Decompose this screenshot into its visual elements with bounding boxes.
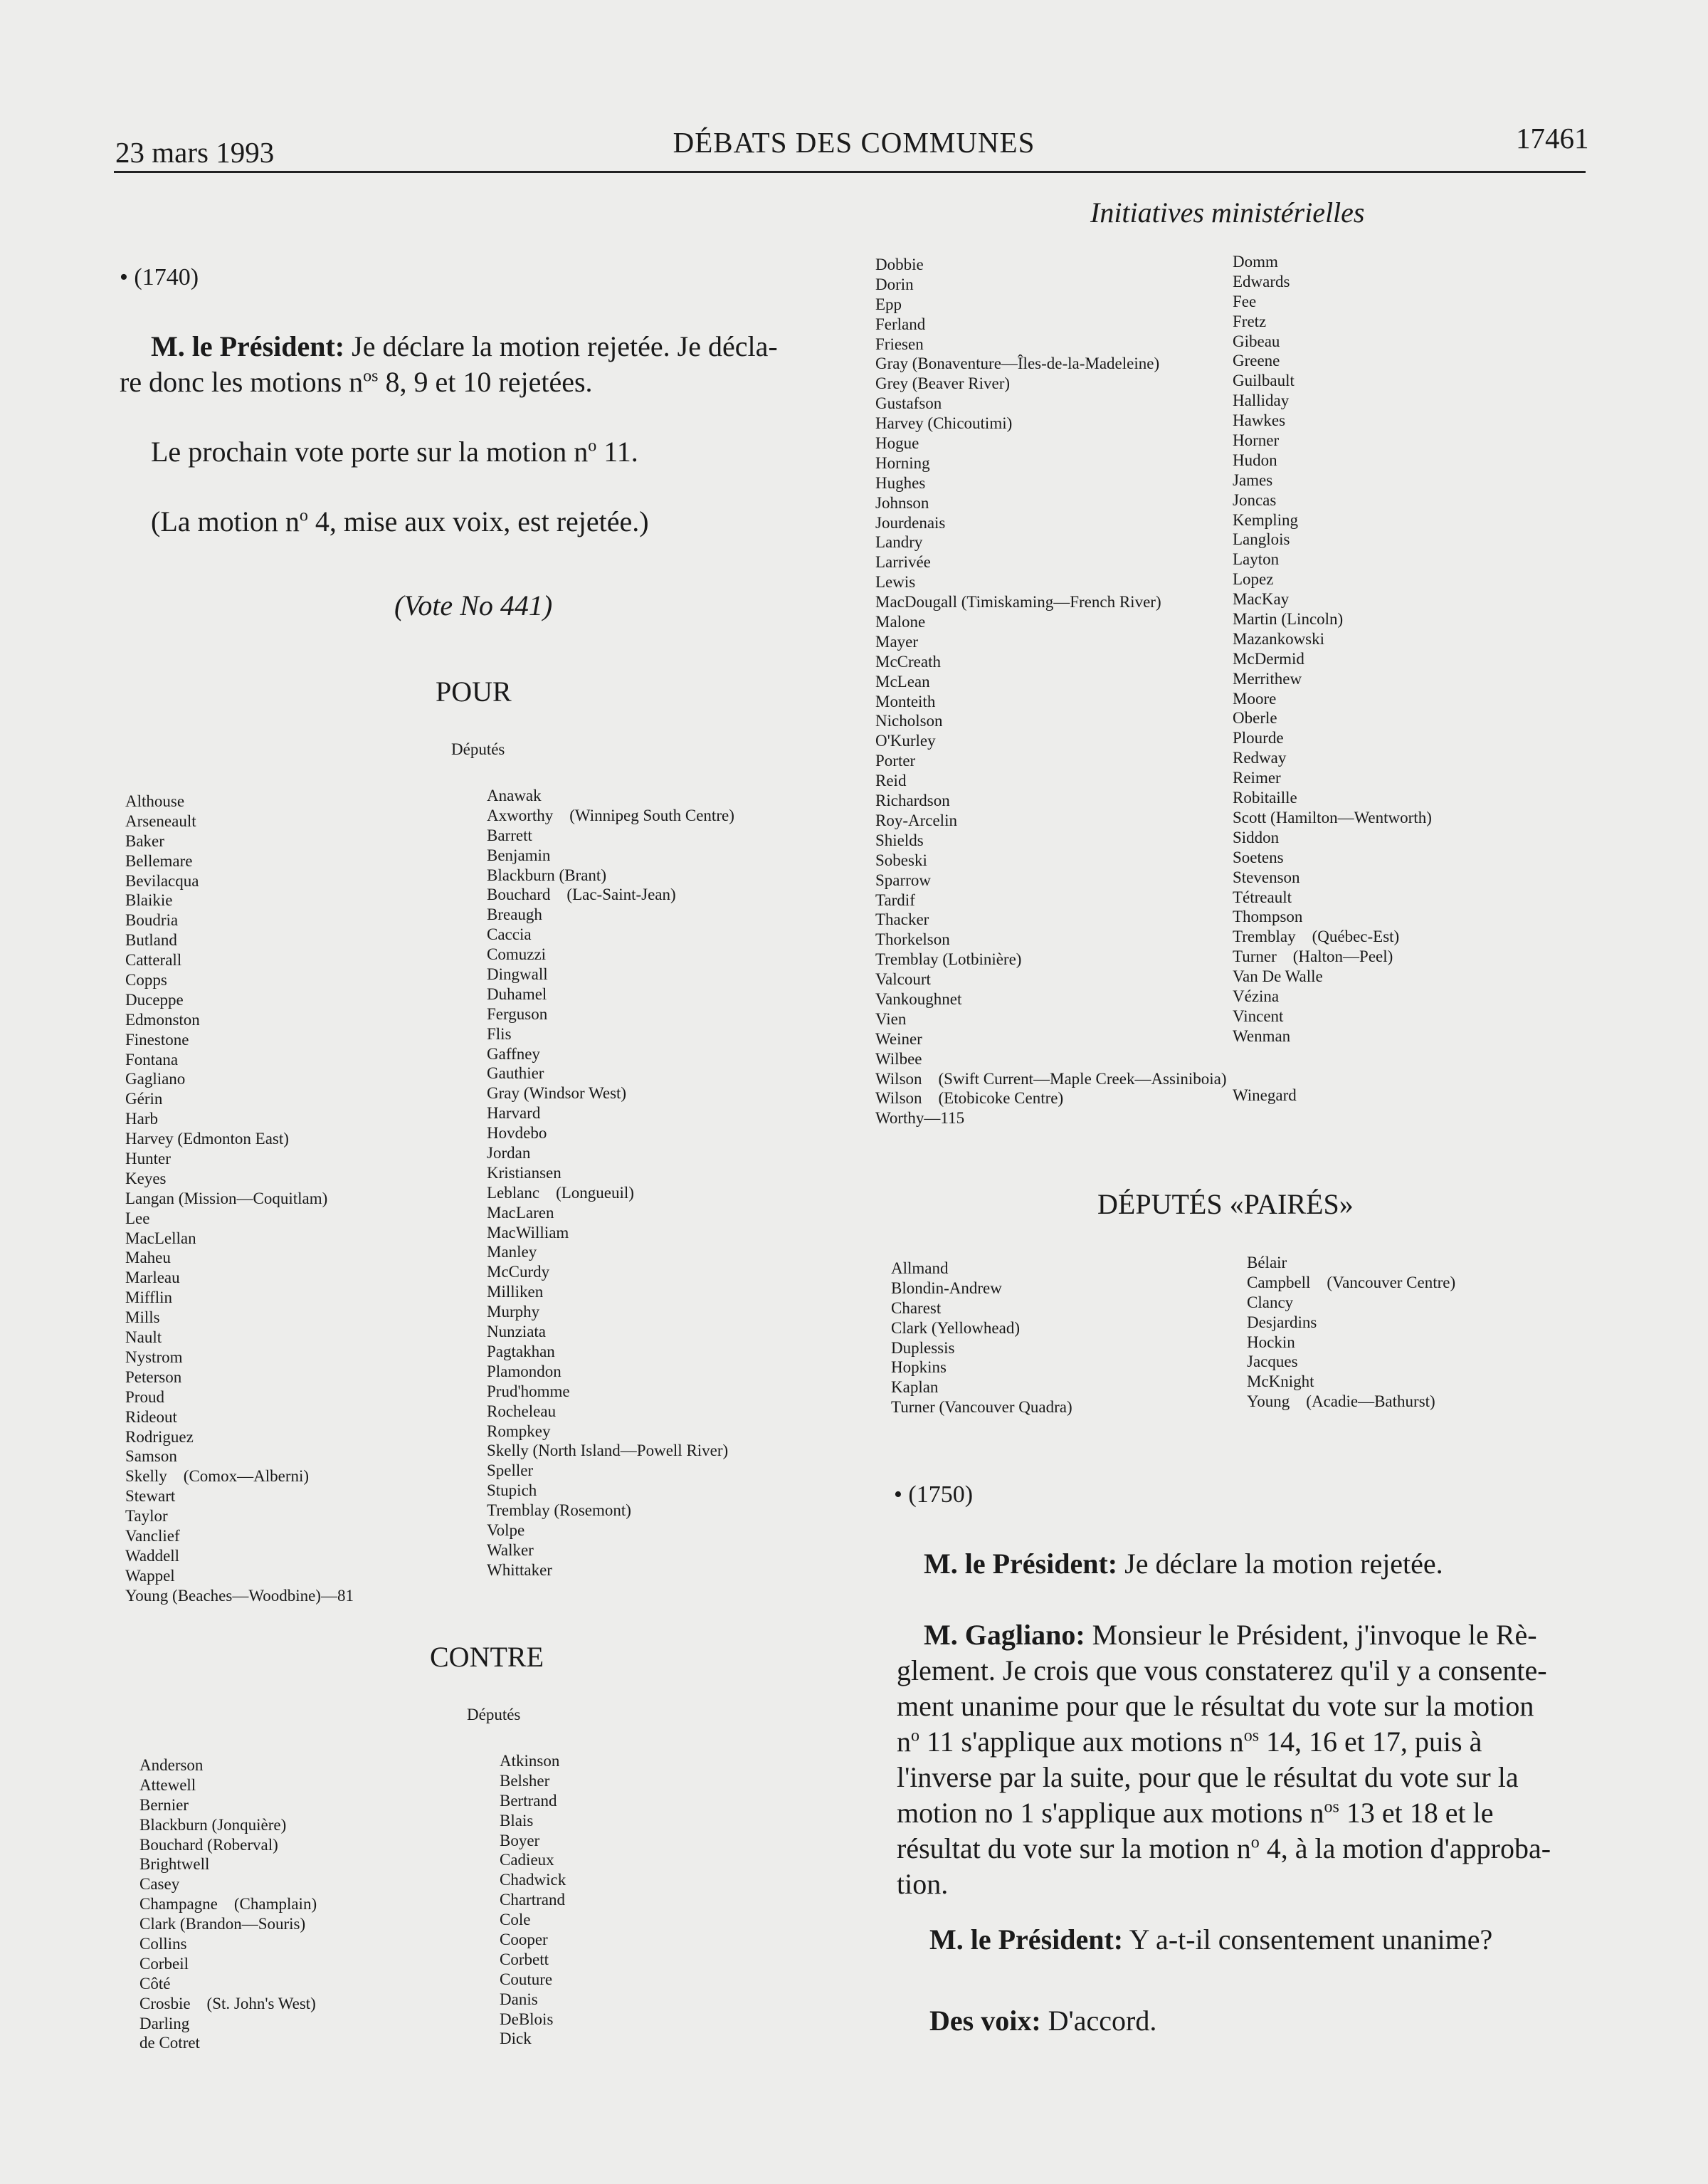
member-name: Walker xyxy=(487,1540,534,1559)
member-name: Caccia xyxy=(487,925,532,944)
member-name: Vincent xyxy=(1233,1007,1284,1025)
member-name: Johnson xyxy=(875,493,929,512)
member-name: Speller xyxy=(487,1461,534,1480)
member-name: Kempling xyxy=(1233,510,1298,529)
member-name: Campbell (Vancouver Centre) xyxy=(1247,1273,1456,1291)
member-name: Bouchard (Roberval) xyxy=(139,1835,278,1854)
member-name: Porter xyxy=(875,752,916,770)
member-name: Bertrand xyxy=(500,1791,557,1810)
member-name: Champagne (Champlain) xyxy=(139,1895,317,1913)
member-name: Gibeau xyxy=(1233,332,1280,350)
member-name: Danis xyxy=(500,1990,538,2008)
member-name: Roy-Arcelin xyxy=(875,811,957,829)
member-name: Wilbee xyxy=(875,1049,922,1068)
member-name: Bernier xyxy=(139,1795,189,1814)
member-name: Gagliano xyxy=(125,1070,186,1088)
member-name: Skelly (Comox—Alberni) xyxy=(125,1467,310,1486)
member-name: Hawkes xyxy=(1233,411,1286,430)
member-name: Mazankowski xyxy=(1233,629,1325,648)
member-name: Hogue xyxy=(875,434,919,453)
contre-list-col3 xyxy=(875,255,1227,1128)
member-name: Duplessis xyxy=(891,1338,955,1357)
member-name: Nunziata xyxy=(487,1323,547,1341)
member-name: Collins xyxy=(139,1935,187,1953)
member-name: Mifflin xyxy=(125,1288,173,1307)
member-name: Cooper xyxy=(500,1931,548,1949)
member-name: Friesen xyxy=(875,335,924,353)
member-name: Guilbault xyxy=(1233,372,1295,390)
member-name: McLean xyxy=(875,672,930,691)
member-name: Horning xyxy=(875,453,930,472)
member-name: Jourdenais xyxy=(875,513,946,532)
member-name: Couture xyxy=(500,1970,553,1988)
member-name: Darling xyxy=(139,2014,190,2032)
member-name: Larrivée xyxy=(875,553,931,572)
contre-list-col4 xyxy=(1233,252,1432,1106)
member-name: Kaplan xyxy=(891,1378,939,1397)
header-title: DÉBATS DES COMMUNES xyxy=(673,126,1035,159)
header-date: 23 mars 1993 xyxy=(115,136,275,169)
pour-list-col1 xyxy=(125,792,354,1606)
member-name: MacLellan xyxy=(125,1229,196,1247)
contre-subheading: Députés xyxy=(467,1706,521,1723)
member-name: Nicholson xyxy=(875,712,943,730)
member-name: Chadwick xyxy=(500,1871,566,1889)
member-name: Fee xyxy=(1233,292,1257,310)
member-name: Langan (Mission—Coquitlam) xyxy=(125,1189,328,1207)
member-name: Anawak xyxy=(487,787,542,804)
member-name: Breaugh xyxy=(487,905,542,924)
member-name: Stewart xyxy=(125,1487,176,1506)
member-name: Allmand xyxy=(891,1259,949,1277)
member-name: Robitaille xyxy=(1233,789,1297,807)
member-name: Grey (Beaver River) xyxy=(875,374,1011,393)
member-name: Comuzzi xyxy=(487,945,547,964)
member-name: Fontana xyxy=(125,1050,179,1069)
member-name: Tétreault xyxy=(1233,888,1292,906)
member-name: Winegard xyxy=(1233,1086,1297,1105)
member-name: Catterall xyxy=(125,951,182,970)
time-stamp-1740: • (1740) xyxy=(120,264,199,290)
member-name: de Cotret xyxy=(139,2034,200,2052)
member-name: MacKay xyxy=(1233,590,1290,609)
header-rule xyxy=(114,171,1586,173)
member-name: Murphy xyxy=(487,1303,540,1321)
member-name: McCreath xyxy=(875,652,941,671)
member-name: Wilson (Etobicoke Centre) xyxy=(875,1089,1064,1108)
member-name: Landry xyxy=(875,533,923,552)
member-name: Epp xyxy=(875,295,902,313)
member-name: Gustafson xyxy=(875,394,942,413)
member-name: Arseneault xyxy=(125,812,196,830)
member-name: Charest xyxy=(891,1298,942,1317)
member-name: Hudon xyxy=(1233,451,1277,469)
member-name: Duhamel xyxy=(487,985,547,1003)
member-name: Jacques xyxy=(1247,1353,1298,1371)
member-name: Maheu xyxy=(125,1249,171,1267)
contre-list-col1 xyxy=(139,1755,317,2053)
member-name: Moore xyxy=(1233,689,1277,708)
member-name: Corbett xyxy=(500,1950,549,1968)
member-name: Reid xyxy=(875,772,907,790)
member-name: Merrithew xyxy=(1233,669,1302,688)
paragraph-gagliano: M. Gagliano: Monsieur le Président, j'invoque le Rè- glement. Je crois que vous constaterez qu'il y a consente- ment unanime pour que le résultat du vote sur la motion $n^o$ 11 s'applique aux motions $n^{os}$ 14, 16 et 17, puis à l'inverse par la suite, pour que le résultat du vote sur la motion no 1 s'applique aux motions $n^{os}$ 13 et 18 et le résultat du vote sur la motion $n^o$ 4, à la motion d'approba- tion. xyxy=(897,1619,1551,1900)
paragraph-president-1-cont: re donc les motions $n^{os}$ 8, 9 et 10 rejetées. xyxy=(120,366,593,398)
member-name: Dingwall xyxy=(487,965,548,984)
member-name: Plourde xyxy=(1233,729,1284,747)
member-name: Blackburn (Brant) xyxy=(487,866,606,884)
member-name: Althouse xyxy=(125,792,185,810)
member-name: Hopkins xyxy=(891,1358,947,1377)
member-name: Taylor xyxy=(125,1507,168,1526)
paragraph-president-1: M. le Président: Je déclare la motion rejetée. Je décla- xyxy=(151,330,778,362)
member-name xyxy=(1233,1066,1432,1086)
member-name: Van De Walle xyxy=(1233,967,1323,986)
member-name: Jordan xyxy=(487,1144,531,1162)
member-name: Vézina xyxy=(1233,987,1280,1005)
member-name: Layton xyxy=(1233,550,1280,569)
member-name: Siddon xyxy=(1233,828,1280,846)
member-name: Edmonston xyxy=(125,1010,200,1029)
member-name: Duceppe xyxy=(125,990,184,1009)
member-name: Blaikie xyxy=(125,891,173,910)
member-name: Tardif xyxy=(875,891,915,909)
member-name: Worthy—115 xyxy=(875,1109,965,1128)
member-name: Stevenson xyxy=(1233,868,1300,886)
member-name: Axworthy (Winnipeg South Centre) xyxy=(487,806,734,824)
member-name: Milliken xyxy=(487,1283,544,1301)
member-name: Rodriguez xyxy=(125,1427,194,1446)
member-name: Gauthier xyxy=(487,1064,544,1083)
member-name: Mayer xyxy=(875,632,919,651)
member-name: Vanclief xyxy=(125,1526,180,1545)
member-name: Butland xyxy=(125,931,177,950)
member-name: Halliday xyxy=(1233,392,1290,410)
member-name: Attewell xyxy=(139,1775,196,1794)
member-name: Hunter xyxy=(125,1150,171,1168)
member-name: Wenman xyxy=(1233,1027,1291,1045)
member-name: Wappel xyxy=(125,1566,175,1585)
member-name: DeBlois xyxy=(500,2010,554,2028)
member-name: Pagtakhan xyxy=(487,1342,555,1360)
member-name: Martin (Lincoln) xyxy=(1233,610,1344,629)
member-name: Atkinson xyxy=(500,1752,560,1770)
paires-list-col2 xyxy=(1247,1253,1455,1412)
member-name: Young (Beaches—Woodbine)—81 xyxy=(125,1586,354,1605)
member-name: Rompkey xyxy=(487,1422,551,1440)
member-name: Redway xyxy=(1233,749,1287,767)
member-name: Weiner xyxy=(875,1029,922,1048)
member-name: Blackburn (Jonquière) xyxy=(139,1815,287,1834)
member-name: Clancy xyxy=(1247,1293,1294,1311)
paragraph-des-voix: Des voix: D'accord. xyxy=(929,2005,1157,2037)
member-name: Shields xyxy=(875,831,924,849)
member-name: Wilson (Swift Current—Maple Creek—Assiniboia) xyxy=(875,1069,1227,1088)
member-name: Richardson xyxy=(875,792,950,810)
member-name: Mills xyxy=(125,1308,160,1327)
member-name: Clark (Yellowhead) xyxy=(891,1318,1020,1337)
member-name: Stupich xyxy=(487,1481,537,1500)
member-name: Plamondon xyxy=(487,1362,562,1380)
member-name: Anderson xyxy=(139,1756,204,1774)
member-name: Gérin xyxy=(125,1090,163,1108)
member-name: Horner xyxy=(1233,431,1280,450)
member-name: Ferguson xyxy=(487,1004,548,1023)
member-name: O'Kurley xyxy=(875,732,936,750)
member-name: Dorin xyxy=(875,275,914,293)
member-name: Lee xyxy=(125,1209,150,1227)
pour-heading: POUR xyxy=(436,676,512,708)
member-name: Flis xyxy=(487,1024,512,1043)
member-name: Bevilacqua xyxy=(125,871,199,890)
member-name: Vankoughnet xyxy=(875,989,962,1008)
member-name: Manley xyxy=(487,1243,537,1261)
member-name: Boyer xyxy=(500,1831,540,1849)
paragraph-next-vote: Le prochain vote porte sur la motion $n^o$ 11. xyxy=(151,436,638,468)
member-name: James xyxy=(1233,471,1273,489)
member-name: Proud xyxy=(125,1387,164,1406)
member-name: Nault xyxy=(125,1328,162,1347)
member-name: Brightwell xyxy=(139,1855,210,1874)
member-name: Turner (Halton—Peel) xyxy=(1233,947,1393,966)
member-name: Kristiansen xyxy=(487,1163,562,1182)
member-name: Boudria xyxy=(125,911,179,930)
member-name: Casey xyxy=(139,1875,180,1894)
member-name: Peterson xyxy=(125,1367,182,1386)
member-name: Blondin-Andrew xyxy=(891,1279,1002,1297)
member-name: Vien xyxy=(875,1009,907,1028)
vote-number: (Vote No 441) xyxy=(394,589,553,621)
paragraph-president-2: M. le Président: Je déclare la motion rejetée. xyxy=(924,1548,1443,1580)
member-name: Hovdebo xyxy=(487,1124,547,1143)
member-name: Hughes xyxy=(875,473,926,492)
member-name: Blais xyxy=(500,1811,534,1829)
member-name: Tremblay (Lotbinière) xyxy=(875,950,1022,969)
member-name: Joncas xyxy=(1233,490,1277,509)
member-name: Cadieux xyxy=(500,1851,554,1869)
member-name: Harvey (Chicoutimi) xyxy=(875,414,1013,433)
member-name: McDermid xyxy=(1233,649,1304,668)
member-name: Harvard xyxy=(487,1104,541,1123)
time-stamp-1750: • (1750) xyxy=(894,1481,974,1508)
member-name: Benjamin xyxy=(487,846,551,864)
member-name: Harb xyxy=(125,1110,158,1128)
member-name: Ferland xyxy=(875,315,926,333)
member-name: Desjardins xyxy=(1247,1313,1317,1331)
member-name: Hockin xyxy=(1247,1333,1295,1351)
member-name: Turner (Vancouver Quadra) xyxy=(891,1398,1072,1417)
bullet-icon: • xyxy=(894,1481,902,1508)
member-name: Reimer xyxy=(1233,769,1281,787)
member-name: MacDougall (Timiskaming—French River) xyxy=(875,593,1161,611)
member-name: Baker xyxy=(125,831,164,850)
member-name: Clark (Brandon—Souris) xyxy=(139,1915,306,1933)
member-name: Leblanc (Longueuil) xyxy=(487,1183,634,1202)
member-name: Valcourt xyxy=(875,970,931,989)
member-name: Malone xyxy=(875,613,926,631)
member-name: Cole xyxy=(500,1911,531,1929)
member-name: Belsher xyxy=(500,1771,550,1790)
member-name: Domm xyxy=(1233,253,1278,271)
member-name: Marleau xyxy=(125,1269,180,1287)
member-name: Sparrow xyxy=(875,871,931,889)
member-name: Finestone xyxy=(125,1030,189,1049)
member-name: Thacker xyxy=(875,910,929,929)
member-name: Gray (Windsor West) xyxy=(487,1084,627,1103)
member-name: Harvey (Edmonton East) xyxy=(125,1130,289,1148)
member-name: MacWilliam xyxy=(487,1223,569,1241)
member-name: Copps xyxy=(125,971,167,989)
contre-list-col2 xyxy=(500,1751,566,2049)
member-name: Lewis xyxy=(875,573,916,592)
member-name: Thompson xyxy=(1233,908,1303,926)
member-name: Samson xyxy=(125,1447,177,1466)
member-name: Sobeski xyxy=(875,851,927,869)
member-name: Fretz xyxy=(1233,312,1267,330)
member-name: Lopez xyxy=(1233,570,1274,589)
member-name: Bouchard (Lac-Saint-Jean) xyxy=(487,886,676,904)
member-name: Waddell xyxy=(125,1546,180,1565)
member-name: Monteith xyxy=(875,692,936,710)
member-name: Edwards xyxy=(1233,272,1290,290)
member-name xyxy=(1233,1046,1432,1066)
pour-list-col2 xyxy=(487,786,734,1580)
member-name: Soetens xyxy=(1233,848,1284,866)
member-name: McKnight xyxy=(1247,1372,1314,1391)
member-name: Young (Acadie—Bathurst) xyxy=(1247,1392,1435,1411)
paragraph-motion-result: (La motion $n^o$ 4, mise aux voix, est rejetée.) xyxy=(151,505,649,537)
member-name: MacLaren xyxy=(487,1203,554,1222)
member-name: Greene xyxy=(1233,352,1280,370)
member-name: Crosbie (St. John's West) xyxy=(139,1994,316,2012)
pour-subheading: Députés xyxy=(451,740,505,758)
paires-heading: DÉPUTÉS «PAIRÉS» xyxy=(1097,1188,1354,1220)
member-name: Tremblay (Rosemont) xyxy=(487,1501,631,1520)
member-name: McCurdy xyxy=(487,1263,550,1281)
member-name: Tremblay (Québec-Est) xyxy=(1233,928,1400,946)
paragraph-president-3: M. le Président: Y a-t-il consentement unanime? xyxy=(929,1923,1493,1955)
bullet-icon: • xyxy=(120,264,128,290)
member-name: Bellemare xyxy=(125,851,193,870)
member-name: Dobbie xyxy=(875,256,924,273)
member-name: Gaffney xyxy=(487,1044,540,1063)
paires-list-col1 xyxy=(891,1259,1072,1417)
header-page-number: 17461 xyxy=(1516,122,1589,154)
member-name: Bélair xyxy=(1247,1254,1287,1271)
member-name: Barrett xyxy=(487,826,532,844)
contre-heading: CONTRE xyxy=(430,1641,544,1673)
member-name: Oberle xyxy=(1233,709,1277,728)
member-name: Côté xyxy=(139,1974,171,1993)
member-name: Scott (Hamilton—Wentworth) xyxy=(1233,808,1432,826)
section-title: Initiatives ministérielles xyxy=(1090,196,1365,229)
member-name: Nystrom xyxy=(125,1348,183,1366)
member-name: Rideout xyxy=(125,1407,177,1426)
member-name: Rocheleau xyxy=(487,1402,557,1420)
member-name: Corbeil xyxy=(139,1954,189,1973)
member-name: Chartrand xyxy=(500,1891,565,1909)
member-name: Thorkelson xyxy=(875,930,950,949)
member-name: Langlois xyxy=(1233,530,1290,549)
member-name: Skelly (North Island—Powell River) xyxy=(487,1442,729,1460)
member-name: Keyes xyxy=(125,1169,167,1187)
member-name: Volpe xyxy=(487,1521,525,1539)
member-name: Dick xyxy=(500,2030,532,2048)
member-name: Gray (Bonaventure—Îles-de-la-Madeleine) xyxy=(875,355,1160,373)
member-name: Prud'homme xyxy=(487,1382,570,1400)
member-name: Whittaker xyxy=(487,1560,552,1579)
